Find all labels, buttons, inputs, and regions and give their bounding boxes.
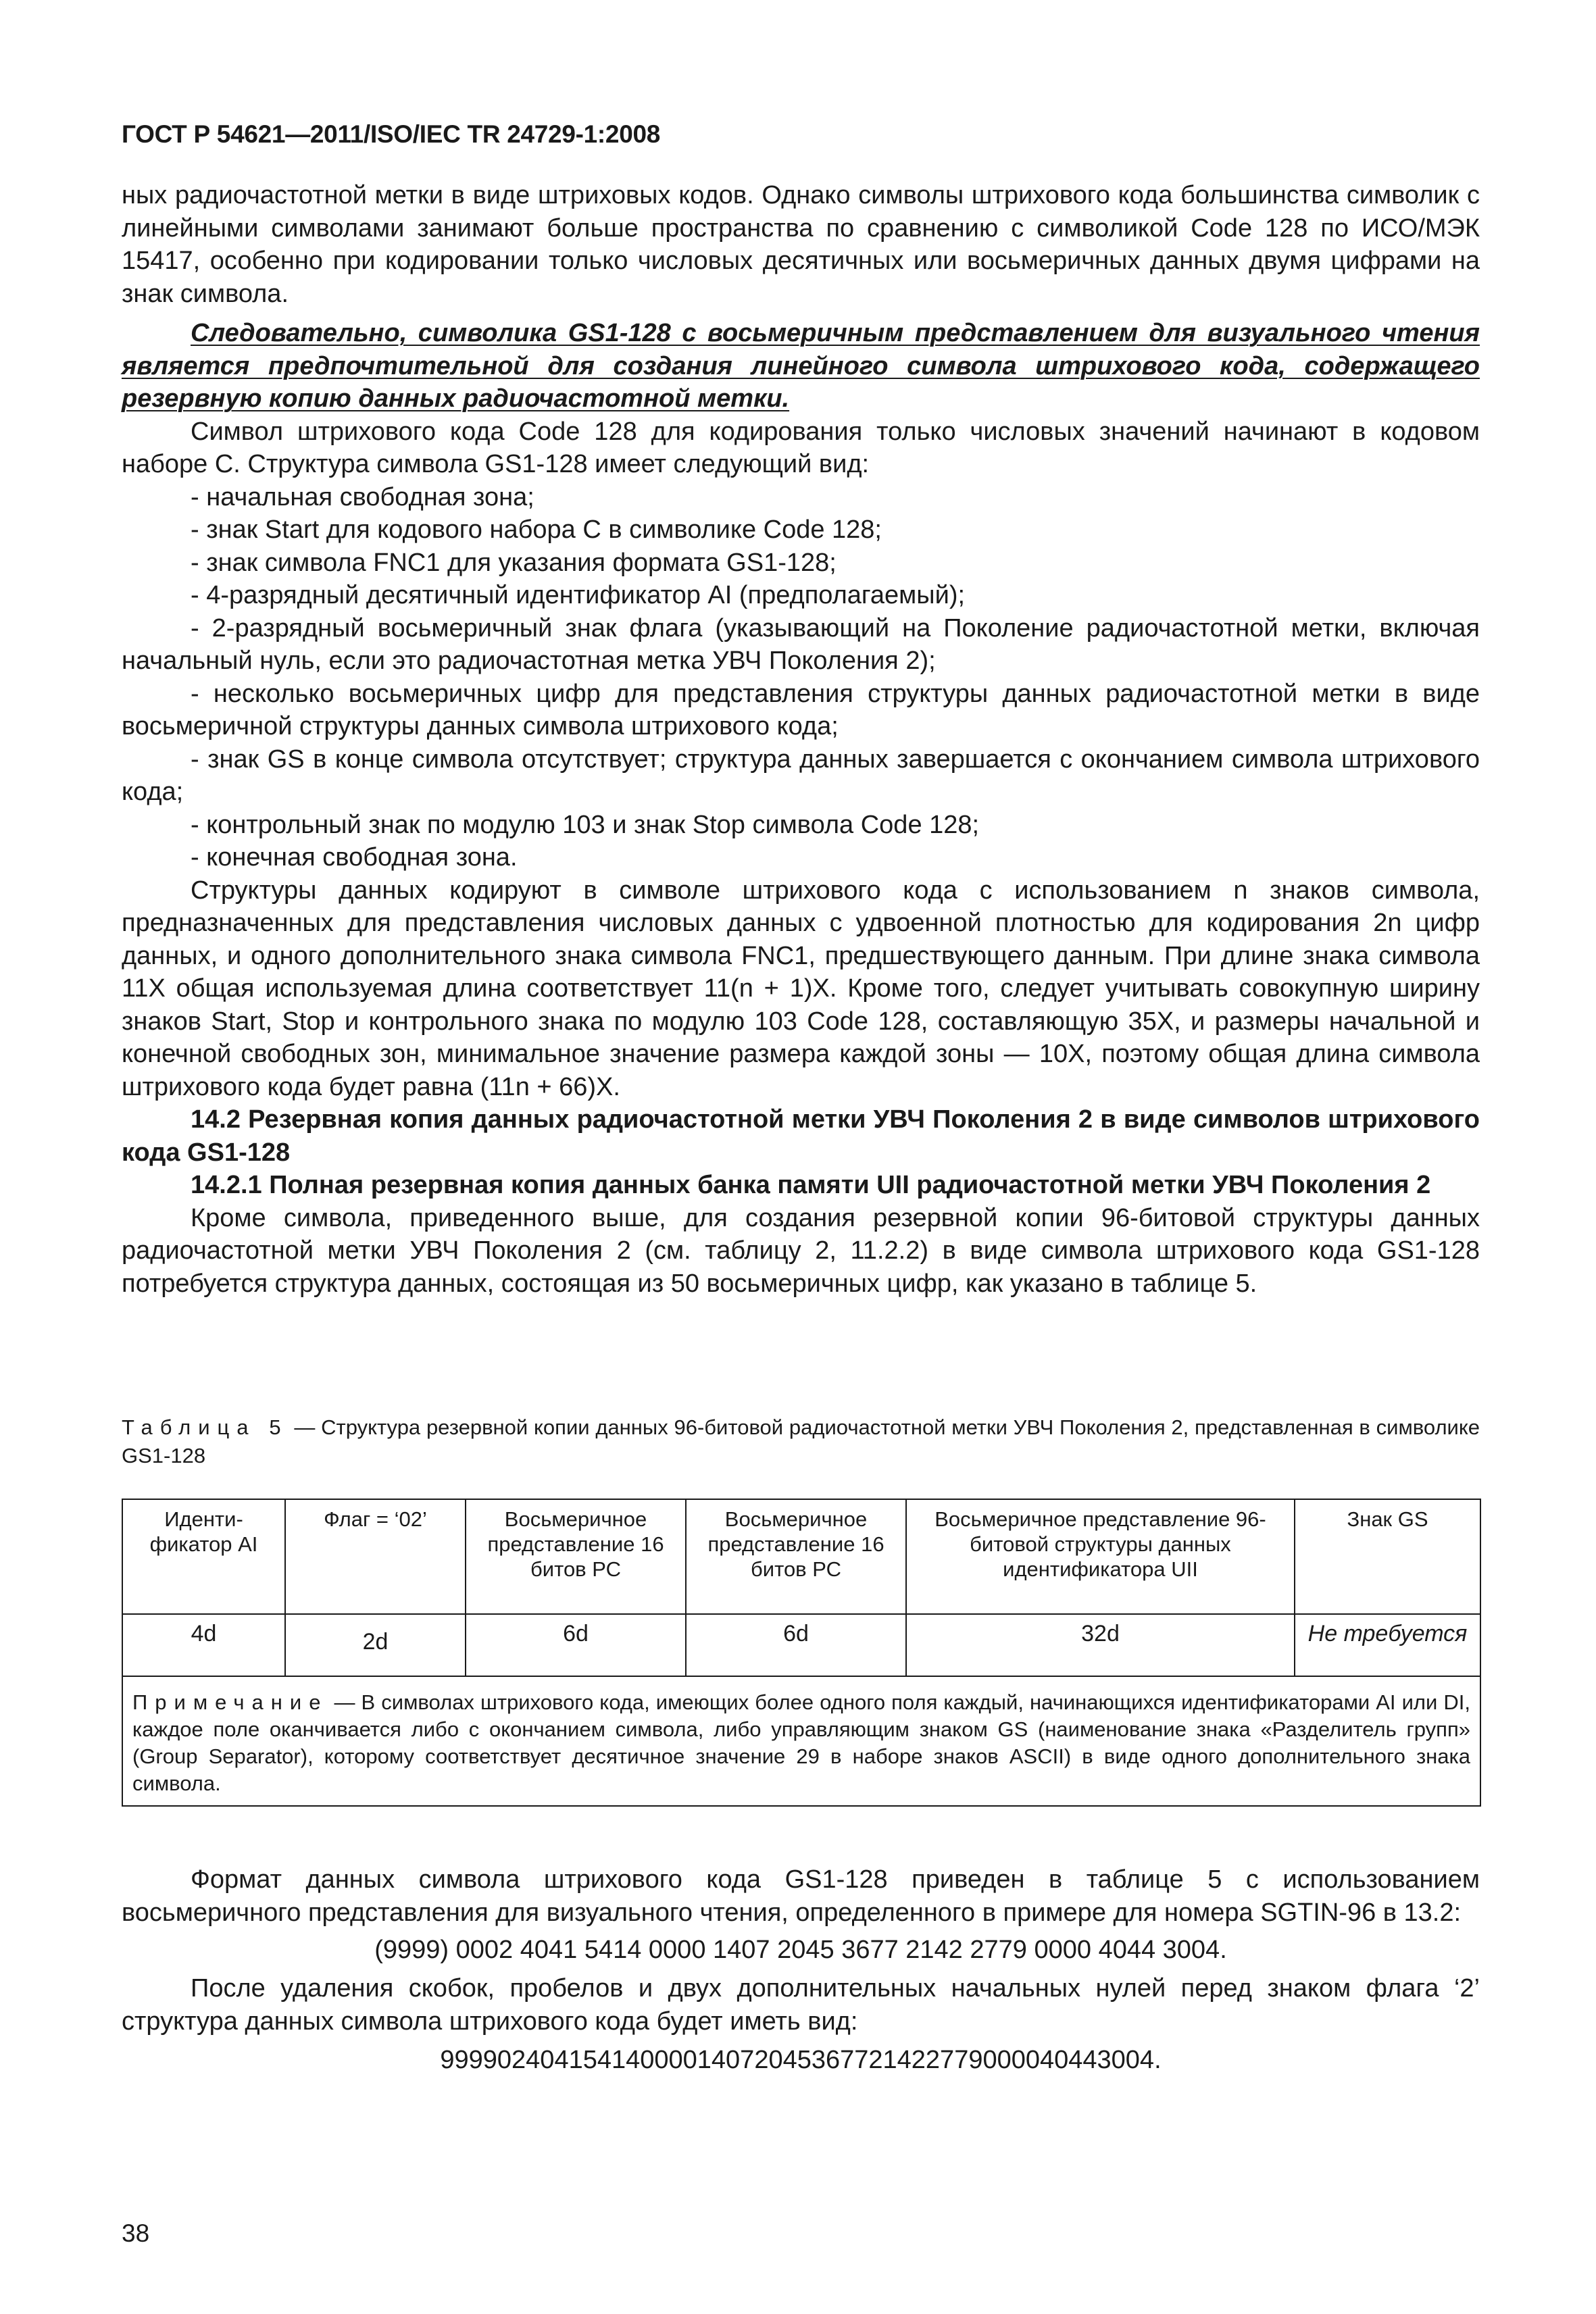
header-cell-ai: Иденти-фикатор AI	[122, 1499, 285, 1614]
value-cell-gs: Не требуется	[1295, 1614, 1480, 1676]
list-item: - знак символа FNC1 для указания формата GS1-128;	[191, 548, 837, 577]
list-item: - знак GS в конце символа отсутствует; структура данных завершается с окончанием символа штрихового кода;	[122, 745, 1480, 806]
section-heading-14-2: 14.2 Резервная копия данных радиочастотной метки УВЧ Поколения 2 в виде символов штрихового кода GS1-128	[122, 1105, 1480, 1167]
format-paragraph: Формат данных символа штрихового кода GS1-128 приведен в таблице 5 с использованием восьмеричного представления для визуального чтения, определенного в примере для номера SGTIN-96 в 13.2:	[122, 1865, 1480, 1927]
header-cell-flag: Флаг = ‘02’	[285, 1499, 466, 1614]
structure-intro-paragraph: Символ штрихового кода Code 128 для кодирования только числовых значений начинают в кодовом наборе С. Структура символа GS1-128 имеет следующий вид:	[122, 417, 1480, 478]
example-formatted: (9999) 0002 4041 5414 0000 1407 2045 3677 2142 2779 0000 4044 3004.	[374, 1936, 1227, 1964]
table-note-row	[122, 1676, 1480, 1806]
table-header-row	[122, 1499, 1480, 1614]
value-cell-uii: 32d	[906, 1614, 1295, 1676]
paragraph-continued: ных радиочастотной метки в виде штриховых кодов. Однако символы штрихового кода большинства символик с линейными символами занимают больше пространства по сравнению с символикой Code 128 по ИСО/МЭК 15417, особенно при кодировании только числовых десятичных или восьмеричных данных двумя цифрами на знак символа.	[122, 181, 1480, 308]
page-number: 38	[122, 2219, 150, 2247]
list-item: - знак Start для кодового набора С в символике Code 128;	[191, 515, 882, 544]
list-item: - 2-разрядный восьмеричный знак флага (указывающий на Поколение радиочастотной метки, включая начальный нуль, если это радиочастотная метка УВЧ Поколения 2);	[122, 613, 1480, 675]
document-header: ГОСТ Р 54621—2011/ISO/IEC TR 24729-1:2008	[122, 120, 661, 148]
list-item: - 4-разрядный десятичный идентификатор AI (предполагаемый);	[191, 581, 966, 609]
table-reference-paragraph: Кроме символа, приведенного выше, для создания резервной копии 96-битовой структуры данных радиочастотной метки УВЧ Поколения 2 (см. таблицу 2, 11.2.2) в виде символа штрихового кода GS1-128 потребуется структура данных, состоящая из 50 восьмеричных цифр, как указано в таблице 5.	[122, 1203, 1480, 1298]
value-cell-pc-2: 6d	[686, 1614, 906, 1676]
example-compact: 99990240415414000014072045367721422779000040443004.	[440, 2046, 1162, 2074]
list-item: - конечная свободная зона.	[191, 843, 518, 872]
value-cell-ai: 4d	[122, 1614, 285, 1676]
value-cell-flag: 2d	[285, 1614, 466, 1676]
header-cell-uii: Восьмеричное представление 96-битовой структуры данных идентификатора UII	[906, 1499, 1295, 1614]
list-item: - контрольный знак по модулю 103 и знак Stop символа Code 128;	[191, 810, 980, 839]
main-text	[122, 179, 1480, 1300]
table-note	[122, 1676, 1480, 1806]
note-label: Примечание	[132, 1690, 328, 1714]
section-heading-14-2-1: 14.2.1 Полная резервная копия данных банка памяти UII радиочастотной метки УВЧ Поколения 2	[191, 1171, 1431, 1199]
note-text: — В символах штрихового кода, имеющих более одного поля каждый, начинающихся идентификаторами AI или DI, каждое поле оканчивается либо с окончанием символа, либо управляющим знаком GS (наименование знака «Разделитель групп» (Group Separator), которому соответствует десятичное значение 29 в наборе знаков ASCII) в виде одного дополнительного знака символа.	[132, 1690, 1470, 1795]
table-caption-text: — Структура резервной копии данных 96-битовой радиочастотной метки УВЧ Поколения 2, представленная в символике GS1-128	[122, 1415, 1480, 1467]
removal-paragraph: После удаления скобок, пробелов и двух дополнительных начальных нулей перед знаком флага ‘2’ структура данных символа штрихового кода будет иметь вид:	[122, 1974, 1480, 2036]
after-table-text	[122, 1863, 1480, 2077]
emphasis-paragraph: Следовательно, символика GS1-128 с восьмеричным представлением для визуального чтения является предпочтительной для создания линейного символа штрихового кода, содержащего резервную копию данных радиочастотной метки.	[122, 319, 1480, 413]
table-caption	[122, 1413, 1480, 1470]
table-value-row	[122, 1614, 1480, 1676]
header-cell-gs: Знак GS	[1295, 1499, 1480, 1614]
encoding-paragraph: Структуры данных кодируют в символе штрихового кода с использованием n знаков символа, предназначенных для представления числовых данных с удвоенной плотностью для кодирования 2n цифр данных, и одного дополнительного знака символа FNC1, предшествующего данным. При длине знака символа 11X общая используемая длина соответствует 11(n + 1)X. Кроме того, следует учитывать совокупную ширину знаков Start, Stop и контрольного знака по модулю 103 Code 128, составляющую 35X, и размеры начальной и конечной свободных зон, минимальное значение размера каждой зоны — 10X, поэтому общая длина символа штрихового кода будет равна (11n + 66)X.	[122, 876, 1480, 1101]
list-item: - несколько восьмеричных цифр для представления структуры данных радиочастотной метки в виде восьмеричной структуры данных символа штрихового кода;	[122, 679, 1480, 740]
table-5	[122, 1499, 1481, 1807]
list-item: - начальная свободная зона;	[191, 482, 534, 511]
header-cell-pc-1: Восьмеричное представление 16 битов РС	[466, 1499, 686, 1614]
value-cell-pc-1: 6d	[466, 1614, 686, 1676]
table-caption-label: Таблица 5	[122, 1415, 289, 1439]
header-cell-pc-2: Восьмеричное представление 16 битов РС	[686, 1499, 906, 1614]
